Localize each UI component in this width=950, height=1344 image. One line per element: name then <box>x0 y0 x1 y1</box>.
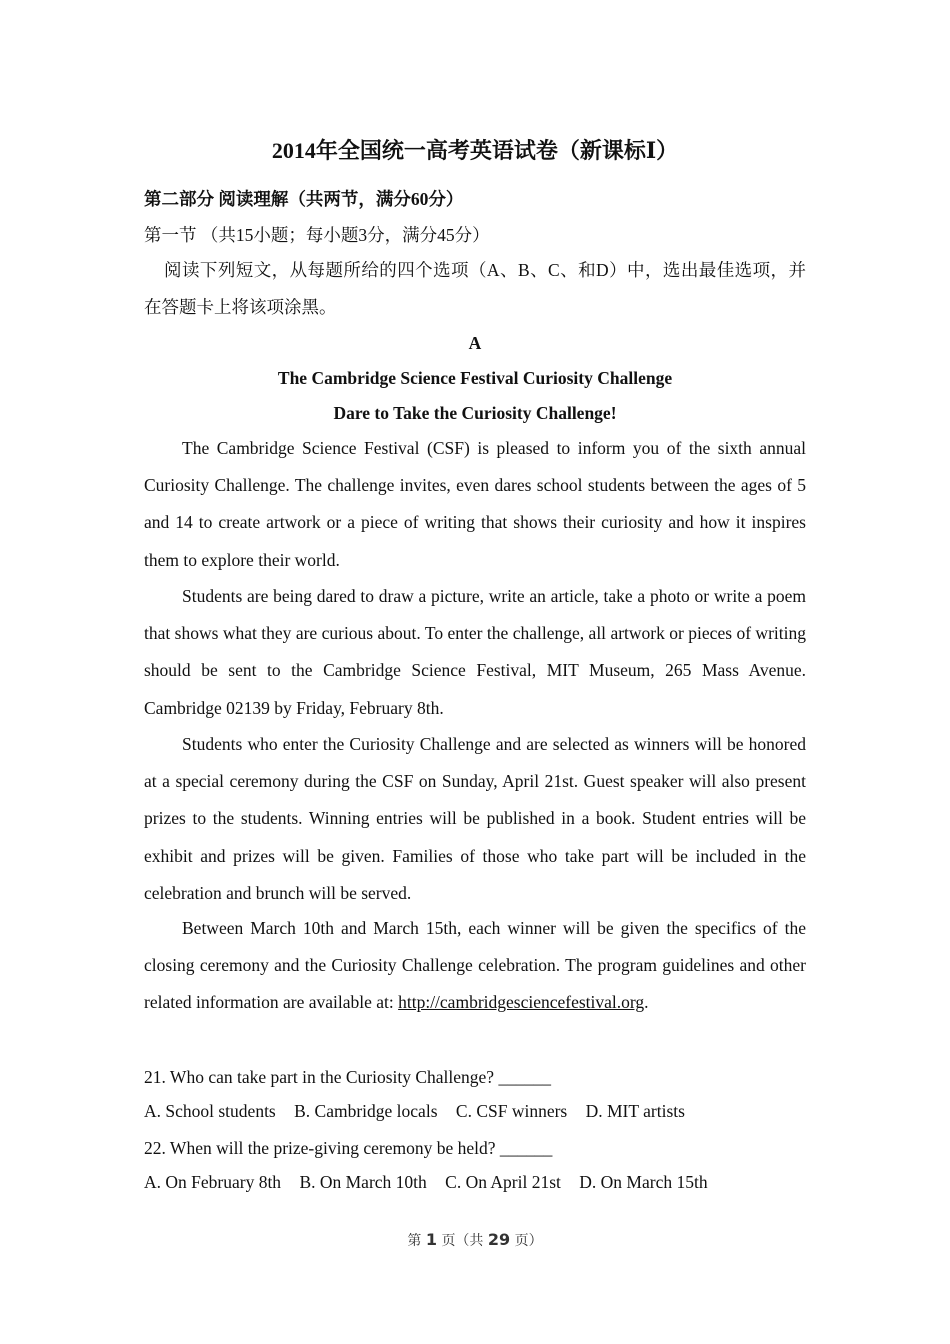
part-heading: 第二部分 阅读理解（共两节，满分60分） <box>144 189 464 209</box>
paragraph-1: The Cambridge Science Festival (CSF) is pleased to inform you of the sixth annual Curiosity Challenge. The challenge invites, even dares school students between the ages of 5 and 14 to create artwork or a piece of writing that shows their curiosity and how it inspires them to explore their world. <box>144 438 806 570</box>
question-21-stem: 21. Who can take part in the Curiosity Challenge? ______ <box>144 1067 551 1087</box>
option-c: C. On April 21st <box>445 1172 561 1192</box>
paragraph-4 <box>144 910 806 1022</box>
option-b: B. Cambridge locals <box>294 1101 438 1121</box>
option-c: C. CSF winners <box>455 1101 568 1121</box>
footer-total-pages: 29 <box>487 1230 511 1249</box>
paragraph-2: Students are being dared to draw a picture, write an article, take a photo or write a poem that shows what they are curious about. To enter the challenge, all artwork or pieces of writing should be sent to the Cambridge Science Festival, MIT Museum, 265 Mass Avenue. Cambridge 02139 by Friday, February 8th. <box>144 586 806 718</box>
option-a: A. School students <box>144 1101 276 1121</box>
footer-middle: 页（共 <box>441 1233 484 1249</box>
question-21-options <box>144 1101 699 1122</box>
passage-subtitle: Dare to Take the Curiosity Challenge! <box>333 403 617 423</box>
link-suffix: . <box>644 992 649 1013</box>
option-d: D. On March 15th <box>579 1172 708 1192</box>
option-a: A. On February 8th <box>144 1172 282 1192</box>
section-heading: 第一节 （共15小题；每小题3分，满分45分） <box>144 225 490 245</box>
footer-prefix: 第 <box>407 1233 422 1249</box>
page-footer <box>0 1230 950 1250</box>
footer-page-number: 1 <box>425 1230 437 1249</box>
paragraph-4-text: Between March 10th and March 15th, each winner will be given the specifics of the closing ceremony and the Curiosity Challenge celebration. The program guidelines and other related information are available at: <box>144 918 806 1013</box>
passage-label: A <box>468 333 482 353</box>
paragraph-3: Students who enter the Curiosity Challenge and are selected as winners will be honored at a special ceremony during the CSF on Sunday, April 21st. Guest speaker will also present prizes to the students. Winning entries will be published in a book. Student entries will be exhibit and prizes will be given. Families of those who take part will be included in the celebration and brunch will be served. <box>144 734 806 903</box>
festival-link[interactable]: http://cambridgesciencefestival.org <box>398 992 645 1013</box>
instructions: 阅读下列短文，从每题所给的四个选项（A、B、C、和D）中，选出最佳选项，并在答题卡上将该项涂黑。 <box>144 260 806 317</box>
page-title: 2014年全国统一高考英语试卷（新课标Ⅰ） <box>271 138 679 163</box>
option-b: B. On March 10th <box>299 1172 427 1192</box>
passage-title: The Cambridge Science Festival Curiosity Challenge <box>277 368 673 388</box>
question-22-options <box>144 1172 722 1193</box>
question-22-stem: 22. When will the prize-giving ceremony be held? ______ <box>144 1138 553 1158</box>
option-d: D. MIT artists <box>585 1101 685 1121</box>
footer-suffix: 页） <box>514 1233 543 1249</box>
